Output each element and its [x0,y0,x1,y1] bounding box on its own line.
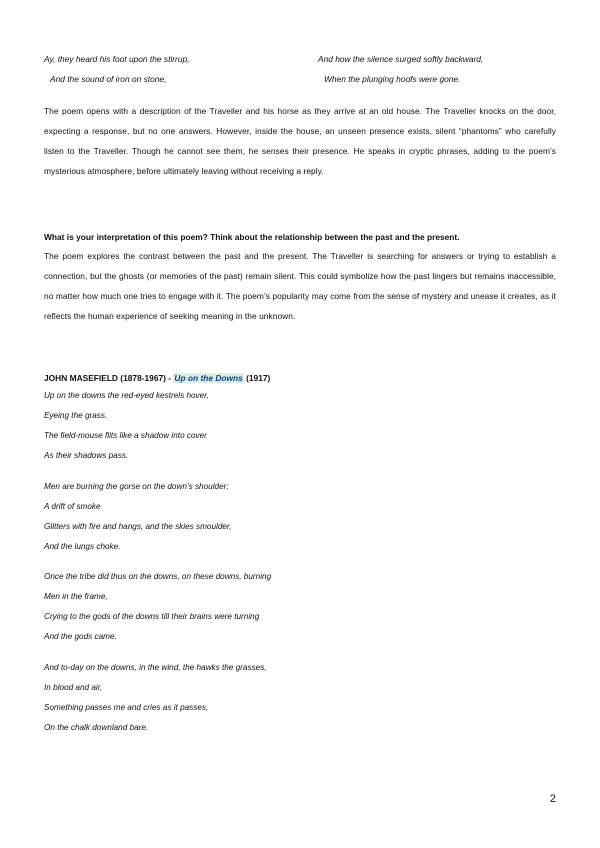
poem-line: And how the silence surged softly backward, [318,54,484,64]
poem-line: A drift of smoke [44,502,101,511]
poem-line: And the gods came. [44,632,117,641]
summary-paragraph: The poem opens with a description of the Traveller and his horse as they arrive at an old house. The Traveller knocks on the door, expecting a response, but no one answers. However, inside the house, an unseen presence exists, silent “phantoms” who carefully listen to the Traveller. Though he cannot see them, he senses their presence. He speaks in cryptic phrases, adding to the poem’s mysterious atmosphere, before ultimately leaving without receiving a reply. [44,106,556,176]
poem-line: In blood and air, [44,683,103,692]
stanza-left-column [44,49,284,89]
poem-stanza-4 [44,658,444,738]
poem-line: Ay, they heard his foot upon the stirrup, [44,54,190,64]
poem-line: Men in the frame, [44,592,108,601]
poem-line: Once the tribe did thus on the downs, on these downs, burning [44,572,272,581]
poem-stanza-3 [44,567,444,647]
poem-line: As their shadows pass. [44,451,129,460]
question-heading: What is your interpretation of this poem? Think about the relationship between the past and the present. [44,232,460,242]
poem-line: And the lungs choke. [44,542,121,551]
page-number: 2 [549,793,556,805]
poem-stanza-2 [44,477,444,557]
poem-line: The field-mouse flits like a shadow into cover [44,431,207,440]
poem-line: And to-day on the downs, in the wind, the hawks the grasses, [44,663,267,672]
interpretation-paragraph: The poem explores the contrast between the past and the present. The Traveller is searching for answers or trying to establish a connection, but the ghosts (or memories of the past) remain silent. This could symbolize how the past lingers but remains inaccessible, no matter how much one tries to engage with it. The poem’s popularity may come from the sense of mystery and unease it creates, as it reflects the human experience of seeking meaning in the unknown. [44,251,556,321]
poem-line: Something passes me and cries as it passes, [44,703,209,712]
stanza-right-column [318,49,558,89]
poem-line: When the plunging hoofs were gone. [324,74,461,84]
poem-stanza-1 [44,386,444,466]
poem-line: On the chalk downland bare. [44,723,149,732]
poem-line: Up on the downs the red-eyed kestrels hover, [44,391,209,400]
section-title [44,368,270,388]
poem-year: (1917) [246,373,271,383]
author-name: JOHN MASEFIELD (1878-1967) - [44,373,172,383]
poem-line: And the sound of iron on stone, [50,74,167,84]
poem-line: Men are burning the gorse on the down’s shoulder; [44,482,229,491]
poem-line: Crying to the gods of the downs till their brains were turning [44,612,260,621]
poem-line: Glitters with fire and hangs, and the skies smoulder, [44,522,232,531]
poem-line: Eyeing the grass. [44,411,108,420]
poem-title: Up on the Downs [174,373,243,383]
